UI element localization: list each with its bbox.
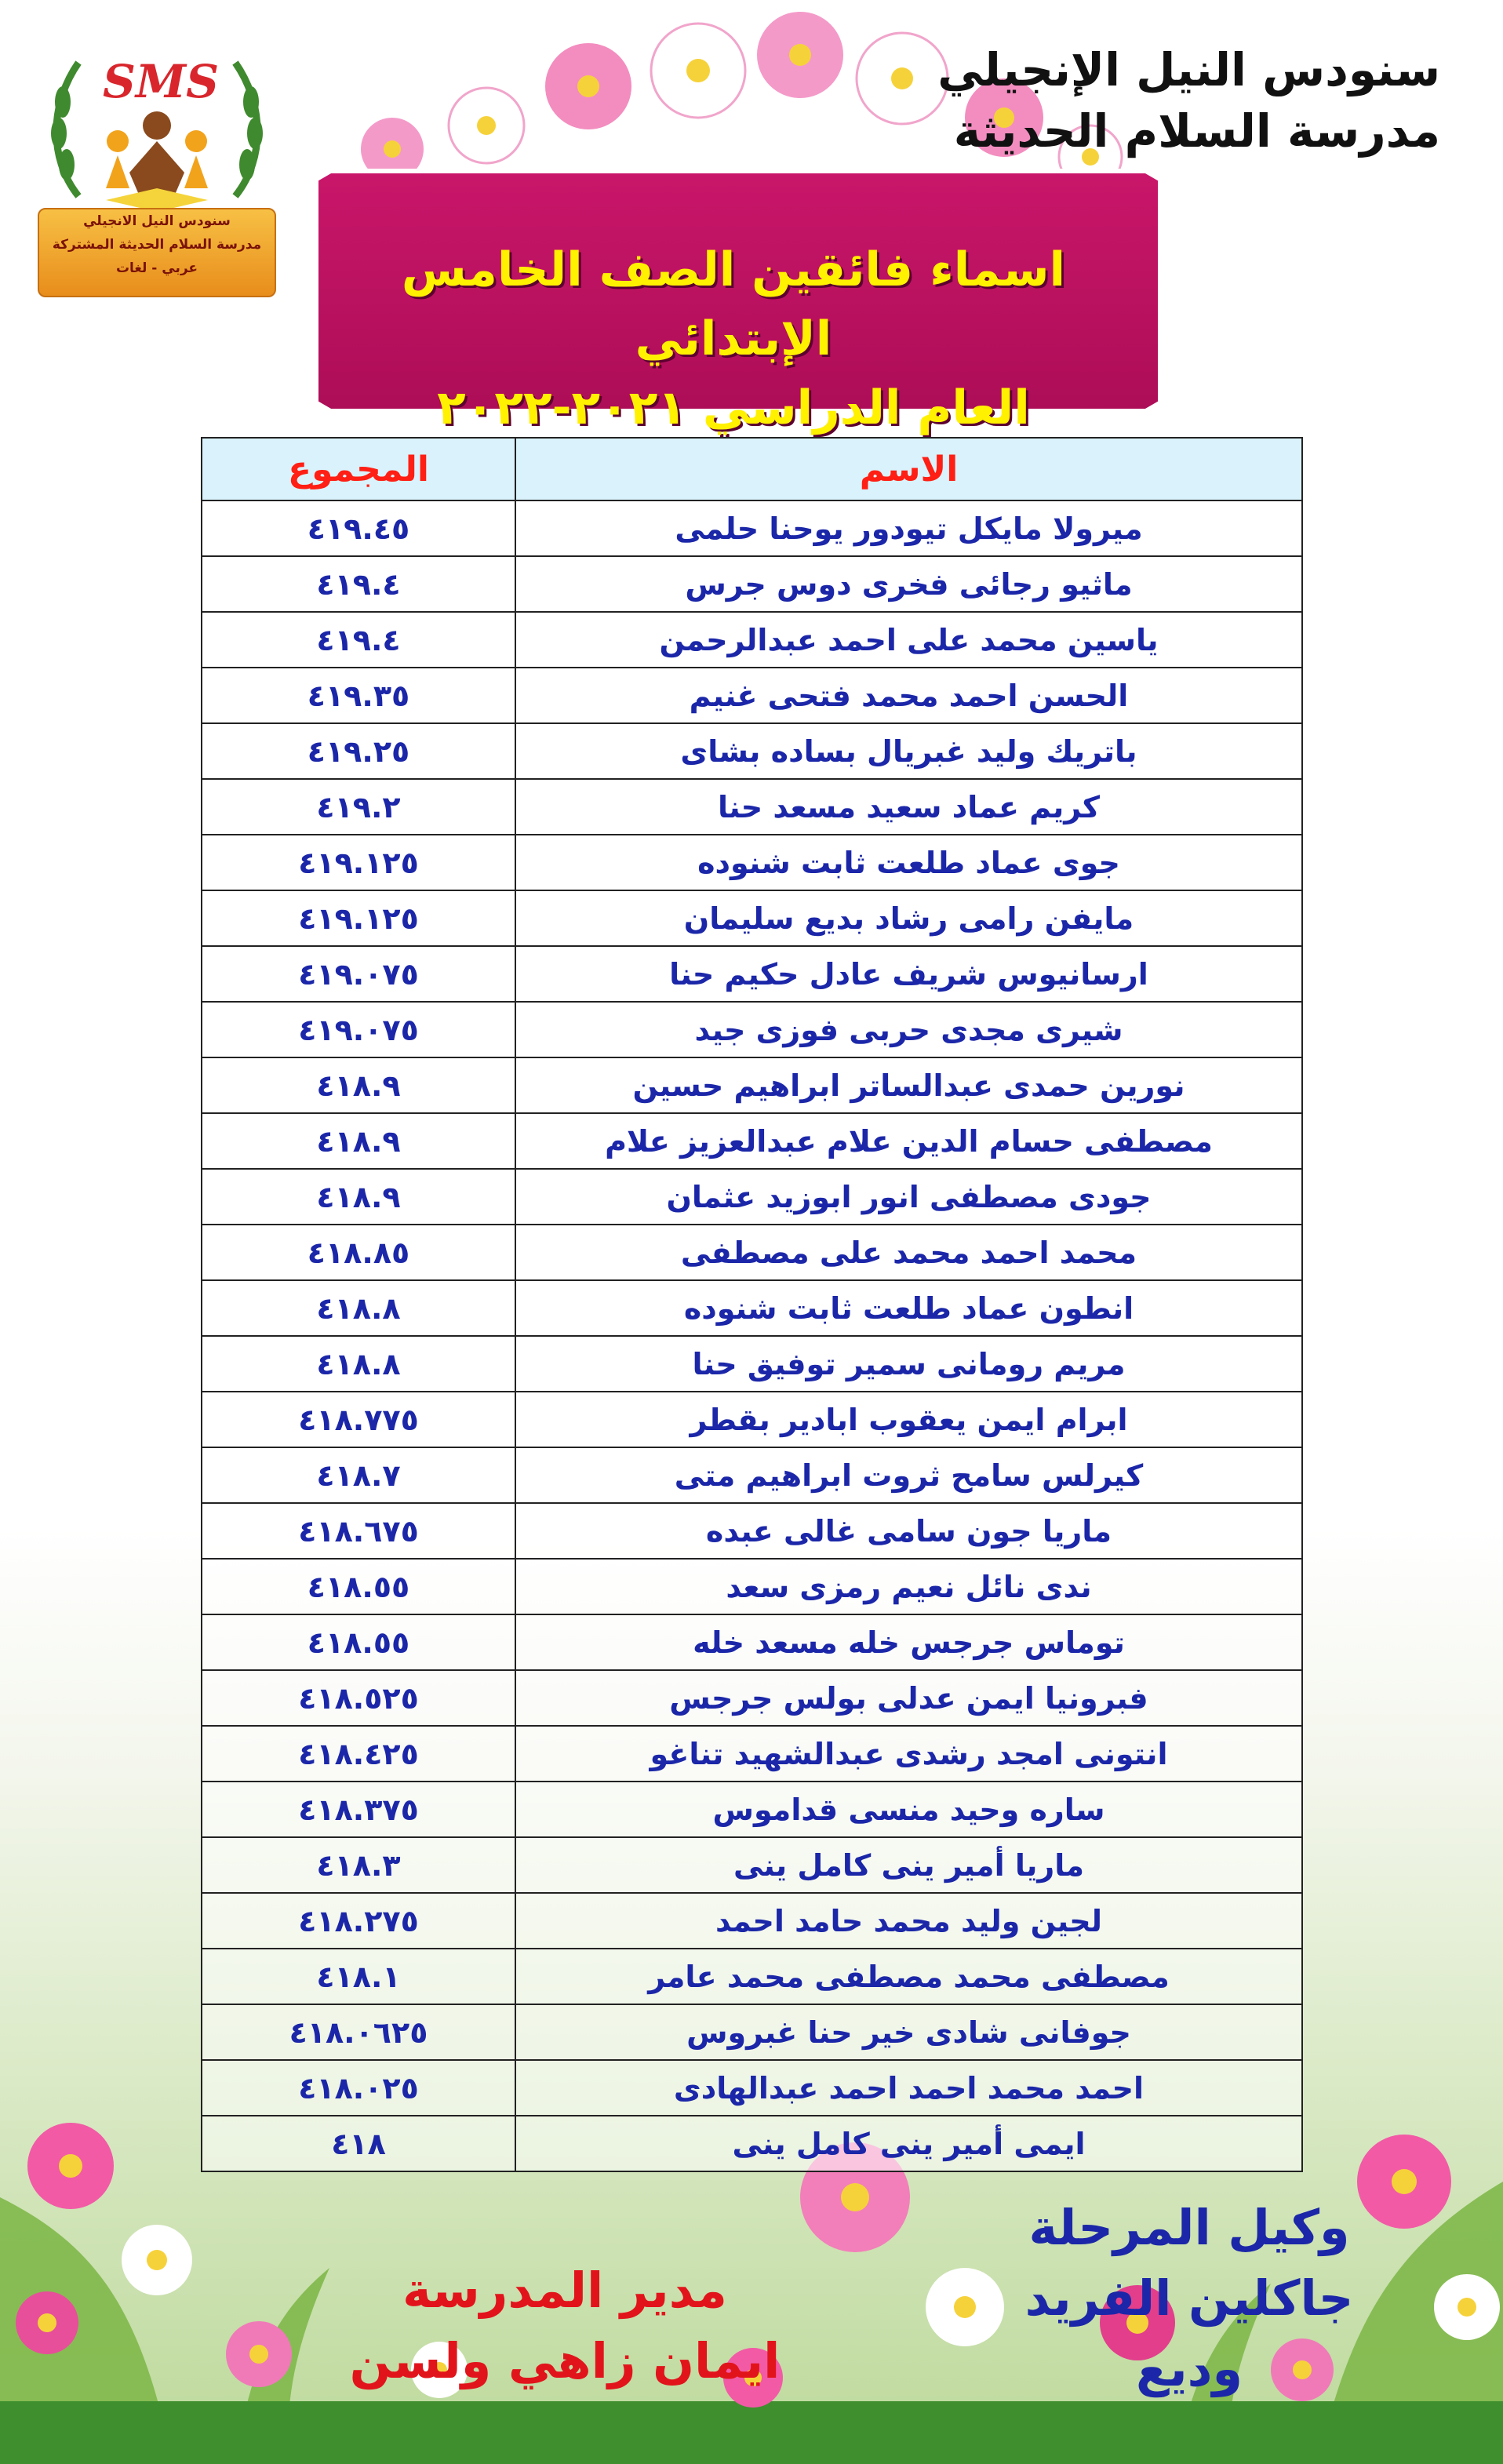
student-name-cell: نورين حمدى عبدالساتر ابراهيم حسين: [515, 1057, 1302, 1113]
student-name-cell: ساره وحيد منسى قداموس: [515, 1782, 1302, 1837]
student-name-cell: انتونى امجد رشدى عبدالشهيد تناغو: [515, 1726, 1302, 1782]
logo-plate-line: سنودس النيل الانجيلي: [83, 213, 231, 229]
table-row: [202, 668, 1302, 723]
table-row: [202, 1559, 1302, 1614]
student-name-cell: لجين وليد محمد حامد احمد: [515, 1893, 1302, 1949]
table-row: [202, 1614, 1302, 1670]
student-total-cell: ٤١٨.٨: [202, 1336, 515, 1392]
student-name-cell: فبرونيا ايمن عدلى بولس جرجس: [515, 1670, 1302, 1726]
student-total-cell: ٤١٨.٠٦٢٥: [202, 2004, 515, 2060]
academic-year: العام الدراسي ٢٠٢١-٢٠٢٢: [437, 380, 1030, 435]
column-header-total: المجموع: [202, 438, 515, 500]
school-name: مدرسة السلام الحديثة: [953, 104, 1440, 158]
student-name-cell: مايفن رامى رشاد بديع سليمان: [515, 890, 1302, 946]
vice-title: وكيل المرحلة: [1028, 2199, 1350, 2256]
student-name-cell: ميرولا مايكل تيودور يوحنا حلمى: [515, 500, 1302, 556]
student-name-cell: انطون عماد طلعت ثابت شنوده: [515, 1280, 1302, 1336]
table-row: [202, 2116, 1302, 2171]
table-row: [202, 500, 1302, 556]
table-row: [202, 1893, 1302, 1949]
student-name-cell: مصطفى محمد مصطفى محمد عامر: [515, 1949, 1302, 2004]
table-row: [202, 1447, 1302, 1503]
student-name-cell: جوفانى شادى خير حنا غبروس: [515, 2004, 1302, 2060]
page-header: [937, 39, 1440, 162]
student-total-cell: ٤١٩.١٢٥: [202, 890, 515, 946]
table-row: [202, 2004, 1302, 2060]
student-total-cell: ٤١٨.٥٥: [202, 1559, 515, 1614]
table-row: [202, 1113, 1302, 1169]
table-row: [202, 1837, 1302, 1893]
student-name-cell: ايمى أمير ينى كامل ينى: [515, 2116, 1302, 2171]
student-name-cell: الحسن احمد محمد فتحى غنيم: [515, 668, 1302, 723]
table-row: [202, 1057, 1302, 1113]
student-total-cell: ٤١٨.٩: [202, 1169, 515, 1225]
principal-title: مدير المدرسة: [402, 2262, 727, 2319]
student-name-cell: مصطفى حسام الدين علام عبدالعزيز علام: [515, 1113, 1302, 1169]
student-name-cell: ماريا جون سامى غالى عبده: [515, 1503, 1302, 1559]
vice-name: جاكلين الفريد وديع: [1024, 2269, 1354, 2397]
student-total-cell: ٤١٨.٥٥: [202, 1614, 515, 1670]
student-name-cell: شيرى مجدى حربى فوزى جيد: [515, 1002, 1302, 1057]
table-row: [202, 1336, 1302, 1392]
table-row: [202, 1949, 1302, 2004]
vice-principal-signature: [985, 2193, 1393, 2404]
table-row: [202, 1002, 1302, 1057]
student-name-cell: توماس جرجس خله مسعد خله: [515, 1614, 1302, 1670]
student-total-cell: ٤١٨.٧: [202, 1447, 515, 1503]
results-table: [201, 437, 1303, 2172]
page-title: [314, 235, 1153, 442]
logo-text: SMS: [103, 55, 219, 108]
student-name-cell: ياسين محمد على احمد عبدالرحمن: [515, 612, 1302, 668]
student-total-cell: ٤١٩.٢٥: [202, 723, 515, 779]
student-name-cell: ندى نائل نعيم رمزى سعد: [515, 1559, 1302, 1614]
synod-name: سنودس النيل الإنجيلي: [937, 43, 1440, 96]
student-name-cell: احمد محمد احمد احمد عبدالهادى: [515, 2060, 1302, 2116]
table-row: [202, 1392, 1302, 1447]
student-name-cell: محمد احمد محمد على مصطفى: [515, 1225, 1302, 1280]
principal-name: ايمان زاهي ولسن: [349, 2332, 781, 2389]
student-name-cell: جوى عماد طلعت ثابت شنوده: [515, 835, 1302, 890]
logo-plate-line: مدرسة السلام الحديثة المشتركة: [52, 237, 262, 253]
student-total-cell: ٤١٩.٤٥: [202, 500, 515, 556]
table-row: [202, 1670, 1302, 1726]
column-header-name: الاسم: [515, 438, 1302, 500]
table-row: [202, 723, 1302, 779]
table-row: [202, 1225, 1302, 1280]
student-name-cell: ماريا أمير ينى كامل ينى: [515, 1837, 1302, 1893]
table-row: [202, 835, 1302, 890]
student-total-cell: ٤١٩.٢: [202, 779, 515, 835]
student-total-cell: ٤١٨: [202, 2116, 515, 2171]
school-logo: [31, 31, 282, 282]
student-name-cell: ماثيو رجائى فخرى دوس جرس: [515, 556, 1302, 612]
student-total-cell: ٤١٩.١٢٥: [202, 835, 515, 890]
student-name-cell: كريم عماد سعيد مسعد حنا: [515, 779, 1302, 835]
student-total-cell: ٤١٨.١: [202, 1949, 515, 2004]
table-row: [202, 2060, 1302, 2116]
student-total-cell: ٤١٨.٨: [202, 1280, 515, 1336]
title-line: اسماء فائقين الصف الخامس الإبتدائي: [401, 242, 1066, 366]
table-row: [202, 1726, 1302, 1782]
student-total-cell: ٤١٨.٩: [202, 1113, 515, 1169]
student-total-cell: ٤١٨.٣٧٥: [202, 1782, 515, 1837]
student-name-cell: كيرلس سامح ثروت ابراهيم متى: [515, 1447, 1302, 1503]
student-total-cell: ٤١٨.٢٧٥: [202, 1893, 515, 1949]
table-row: [202, 946, 1302, 1002]
table-row: [202, 556, 1302, 612]
student-total-cell: ٤١٩.٣٥: [202, 668, 515, 723]
student-total-cell: ٤١٩.٤: [202, 556, 515, 612]
student-total-cell: ٤١٩.٠٧٥: [202, 946, 515, 1002]
logo-plate-line: عربي - لغات: [115, 260, 198, 276]
student-total-cell: ٤١٨.٣: [202, 1837, 515, 1893]
table-row: [202, 1280, 1302, 1336]
student-total-cell: ٤١٨.٠٢٥: [202, 2060, 515, 2116]
student-name-cell: باتريك وليد غبريال بساده بشاى: [515, 723, 1302, 779]
student-total-cell: ٤١٨.٤٢٥: [202, 1726, 515, 1782]
student-name-cell: مريم رومانى سمير توفيق حنا: [515, 1336, 1302, 1392]
student-total-cell: ٤١٩.٠٧٥: [202, 1002, 515, 1057]
student-total-cell: ٤١٨.٩: [202, 1057, 515, 1113]
student-total-cell: ٤١٨.٧٧٥: [202, 1392, 515, 1447]
student-total-cell: ٤١٩.٤: [202, 612, 515, 668]
table-row: [202, 890, 1302, 946]
table-row: [202, 779, 1302, 835]
table-row: [202, 1169, 1302, 1225]
student-name-cell: جودى مصطفى انور ابوزيد عثمان: [515, 1169, 1302, 1225]
student-name-cell: ابرام ايمن يعقوب ابادير بقطر: [515, 1392, 1302, 1447]
table-row: [202, 612, 1302, 668]
student-total-cell: ٤١٨.٨٥: [202, 1225, 515, 1280]
table-row: [202, 1782, 1302, 1837]
logo-plate: [38, 208, 276, 297]
student-total-cell: ٤١٨.٦٧٥: [202, 1503, 515, 1559]
student-name-cell: ارسانيوس شريف عادل حكيم حنا: [515, 946, 1302, 1002]
table-row: [202, 1503, 1302, 1559]
principal-signature: [345, 2255, 784, 2397]
table-header-row: [202, 438, 1302, 500]
student-total-cell: ٤١٨.٥٢٥: [202, 1670, 515, 1726]
